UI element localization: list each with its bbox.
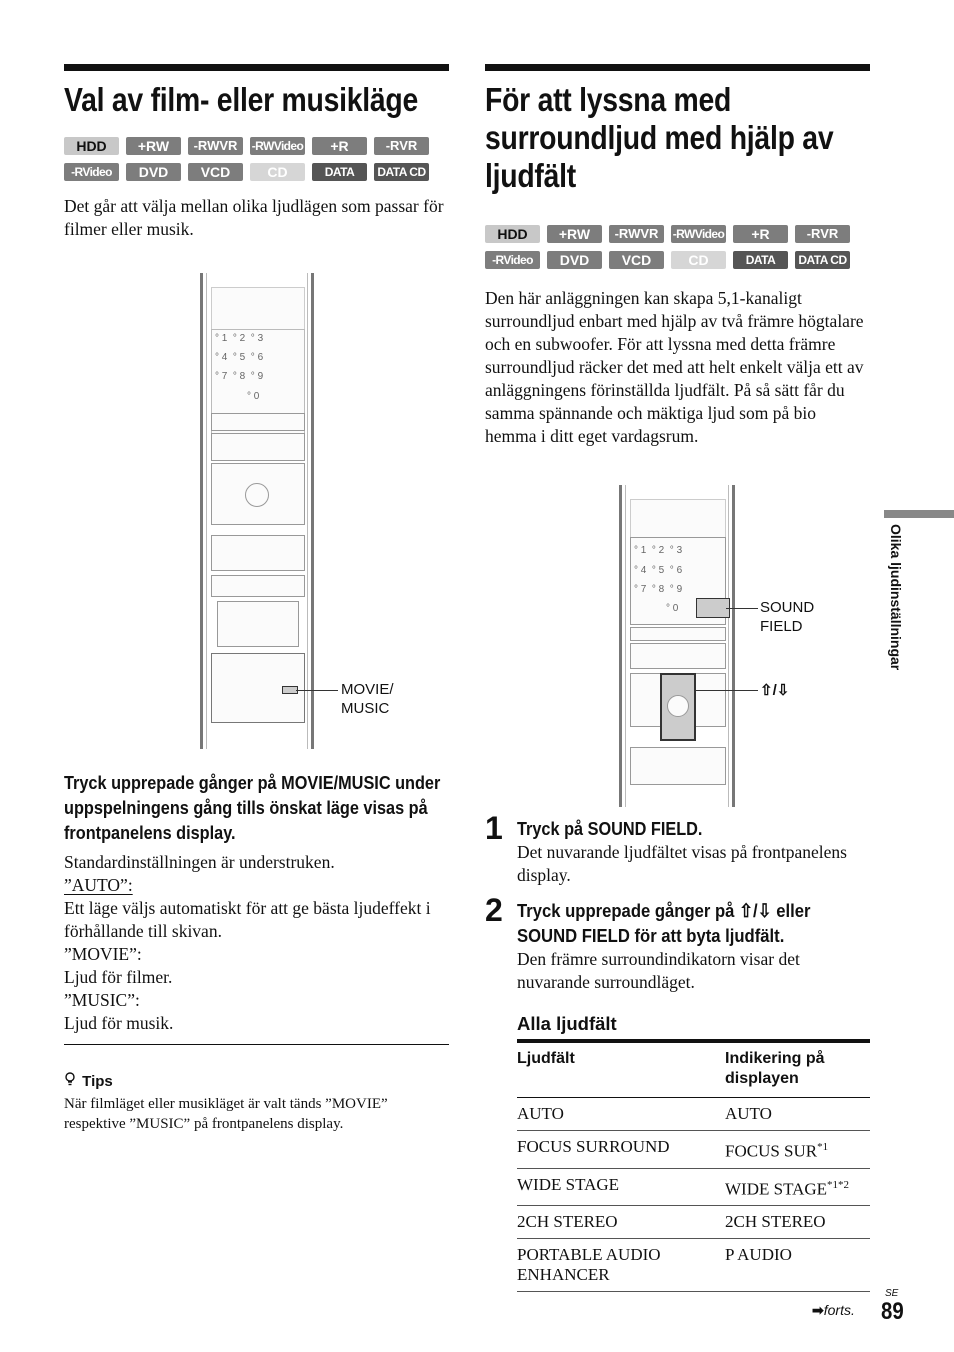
left-column	[64, 64, 449, 241]
badge-minus-r-video: -RVideo	[485, 251, 540, 269]
left-step-body	[64, 851, 449, 1035]
badge-plus-r: +R	[733, 225, 788, 243]
movie-label: ”MOVIE”:	[64, 944, 142, 964]
table-header-indikering: Indikering på displayen	[725, 1041, 870, 1098]
table-title: Alla ljudfält	[517, 1013, 617, 1034]
badge-data-cd: DATA CD	[795, 251, 850, 269]
badge-minus-rw-video: -RWVideo	[251, 139, 304, 153]
lightbulb-icon	[64, 1072, 78, 1092]
arrow-right-icon: ➡	[812, 1302, 824, 1318]
left-step-heading-line1	[64, 770, 451, 845]
step-1	[485, 810, 870, 887]
badge-vcd: VCD	[609, 251, 664, 269]
sound-field-button	[696, 598, 730, 618]
up-down-arrows-callout: ⇧/⇩	[760, 682, 790, 699]
tips-label: Tips	[82, 1073, 113, 1090]
section-tab	[884, 510, 954, 518]
remote-control-illustration-right: ° 1 ° 2 ° 3 ° 4 ° 5 ° 6 ° 7 ° 8 ° 9 ° 0	[619, 485, 735, 807]
badge-vcd: VCD	[188, 163, 243, 181]
default-note: Standardinställningen är understruken.	[64, 852, 335, 872]
badge-data-cd: DATA CD	[374, 163, 429, 181]
badge-plus-rw: +RW	[547, 225, 602, 243]
heading-rule	[64, 64, 449, 71]
badge-data-dvd: DATA DVD	[733, 251, 788, 269]
table-row: PORTABLE AUDIO ENHANCER P AUDIO	[517, 1239, 870, 1292]
table-row: AUTO AUTO	[517, 1098, 870, 1131]
badge-minus-rw-video: -RWVideo	[672, 227, 725, 241]
region-code: SE	[885, 1288, 899, 1299]
auto-label: ”AUTO”:	[64, 875, 133, 895]
sound-field-callout: SOUND FIELD	[760, 599, 815, 635]
right-column	[485, 64, 870, 448]
left-disc-badges	[64, 137, 449, 197]
music-desc: Ljud för musik.	[64, 1013, 174, 1033]
badge-cd: CD	[671, 251, 726, 269]
movie-music-callout: MOVIE/ MUSIC	[341, 681, 394, 717]
left-step	[64, 770, 449, 1035]
left-title: Val av film- eller musikläge	[64, 81, 419, 118]
tips-rule	[64, 1044, 449, 1045]
continued-note: ➡forts.	[812, 1302, 855, 1318]
tips-text: När filmläget eller musikläget är valt tänds ”MOVIE” respektive ”MUSIC” på frontpanelens display.	[64, 1096, 388, 1132]
heading-rule-right	[485, 64, 870, 71]
badge-minus-r-video: -RVideo	[64, 163, 119, 181]
tips-box	[64, 1072, 449, 1134]
step-text: Den främre surroundindikatorn visar det nuvarande surroundläget.	[517, 949, 800, 992]
step-text: Det nuvarande ljudfältet visas på frontpanelens display.	[517, 842, 847, 885]
auto-desc: Ett läge väljs automatiskt för att ge bästa ljudeffekt i förhållande till skivan.	[64, 898, 431, 941]
badge-hdd: HDD	[485, 225, 540, 243]
page-number: 89	[881, 1298, 904, 1325]
badge-data-dvd: DATA DVD	[312, 163, 367, 181]
step-heading: Tryck på SOUND FIELD.	[517, 818, 703, 839]
section-side-label: Olika ljudinställningar	[888, 524, 904, 671]
step-number: 2	[485, 892, 503, 928]
table-row: 2CH STEREO 2CH STEREO	[517, 1206, 870, 1239]
table-row: WIDE STAGE WIDE $STAGE^{*1*2}$	[517, 1168, 870, 1206]
step-number: 1	[485, 810, 503, 846]
badge-minus-rw-vr: -RWVR	[609, 225, 664, 243]
badge-dvd: DVD	[547, 251, 602, 269]
badge-dvd: DVD	[126, 163, 181, 181]
badge-minus-rw-vr: -RWVR	[188, 137, 243, 155]
music-label: ”MUSIC”:	[64, 990, 140, 1010]
table-row: FOCUS SURROUND FOCUS SUR$^{*1}$	[517, 1131, 870, 1169]
badge-hdd: HDD	[64, 137, 119, 155]
badge-cd: CD	[250, 163, 305, 181]
right-title: För att lyssna med surroundljud med hjälp av ljudfält	[485, 81, 834, 194]
badge-minus-r-vr: -RVR	[374, 137, 429, 155]
badge-plus-r: +R	[312, 137, 367, 155]
sound-field-table	[517, 1039, 870, 1292]
movie-desc: Ljud för filmer.	[64, 967, 173, 987]
badge-plus-rw: +RW	[126, 137, 181, 155]
step-heading: Tryck upprepade gånger på ⇧/⇩ eller SOUND FIELD för att byta ljudfält.	[517, 900, 811, 946]
right-intro: Den här anläggningen kan skapa 5,1-kanaligt surroundljud enbart med hjälp av två främre högtalare och en subwoofer. För att lyssna med detta främre surroundljud räcker det med att helt enkelt välja ett av anläggningens förinställda ljudfält. På så sätt får du samma spännande och mäktiga ljud som på bio hemma i ditt eget vardagsrum.	[485, 288, 864, 446]
badge-minus-r-vr: -RVR	[795, 225, 850, 243]
right-disc-badges	[485, 225, 870, 285]
remote-control-illustration: ° 1 ° 2 ° 3 ° 4 ° 5 ° 6 ° 7 ° 8 ° 9 ° 0	[200, 273, 314, 749]
table-header-ljudfalt: Ljudfält	[517, 1041, 725, 1098]
left-step-heading: Tryck upprepade gånger på MOVIE/MUSIC under uppspelningens gång tills önskat läge visas på frontpanelens display.	[64, 772, 441, 843]
left-intro: Det går att välja mellan olika ljudlägen som passar för filmer eller musik.	[64, 196, 444, 239]
step-2	[485, 892, 870, 994]
